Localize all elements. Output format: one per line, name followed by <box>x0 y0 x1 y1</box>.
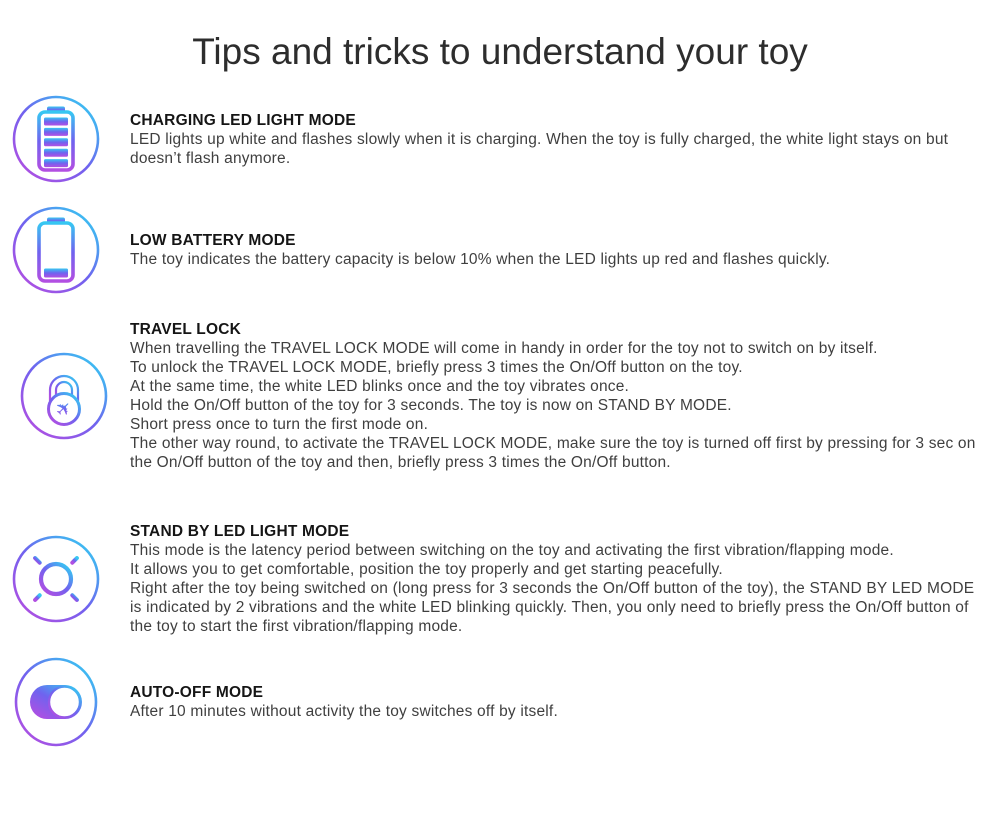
section-body-line: The other way round, to activate the TRAVEL LOCK MODE, make sure the toy is turned off first by pressing for 3 sec on the On/Off button of the toy and then, briefly press 3 times the On/Off button. <box>130 435 976 471</box>
section-body-line: This mode is the latency period between switching on the toy and activating the first vibration/flapping mode. <box>130 542 894 559</box>
section-charging-led-light-mode <box>0 94 1000 184</box>
section-icon-column <box>0 205 130 295</box>
section-heading: AUTO-OFF MODE <box>130 684 264 701</box>
section-stand-by-led-light-mode <box>0 522 1000 636</box>
section-body-line: Short press once to turn the first mode on. <box>130 416 429 433</box>
section-body-line: Right after the toy being switched on (long press for 3 seconds the On/Off button of the toy), the STAND BY LED MODE is indicated by 2 vibrations and the white LED blinking quickly. Then, you only need to briefly press the On/Off button of the toy to start the first vibration/flapping mode. <box>130 580 975 635</box>
page-title: Tips and tricks to understand your toy <box>192 31 808 72</box>
section-heading: TRAVEL LOCK <box>130 321 241 338</box>
section-icon-column <box>0 657 130 747</box>
section-body-line: At the same time, the white LED blinks once and the toy vibrates once. <box>130 378 630 395</box>
section-text-column <box>130 320 1000 472</box>
section-heading: STAND BY LED LIGHT MODE <box>130 523 350 540</box>
section-auto-off-mode <box>0 657 1000 747</box>
section-low-battery-mode <box>0 205 1000 295</box>
section-text-column <box>130 231 1000 269</box>
standby-sun-icon <box>11 534 101 624</box>
section-body-line: It allows you to get comfortable, position the toy properly and get starting peacefully. <box>130 561 723 578</box>
section-body-line: When travelling the TRAVEL LOCK MODE will come in handy in order for the toy not to switch on by itself. <box>130 340 878 357</box>
section-body-line: After 10 minutes without activity the toy switches off by itself. <box>130 703 558 720</box>
section-icon-column <box>0 94 130 184</box>
section-travel-lock <box>0 320 1000 472</box>
section-text-column <box>130 683 1000 721</box>
section-text-column <box>130 111 1000 168</box>
section-icon-column <box>0 534 130 624</box>
section-icon-column <box>0 351 130 441</box>
section-heading: CHARGING LED LIGHT MODE <box>130 111 356 129</box>
toggle-switch-icon <box>11 657 101 747</box>
section-body-line: LED lights up white and flashes slowly when it is charging. When the toy is fully charged, the white light stays on but doesn’t flash anymore. <box>130 130 949 167</box>
section-body-line: Hold the On/Off button of the toy for 3 seconds. The toy is now on STAND BY MODE. <box>130 397 732 414</box>
section-body-line: To unlock the TRAVEL LOCK MODE, briefly press 3 times the On/Off button on the toy. <box>130 359 743 376</box>
section-text-column <box>130 522 1000 636</box>
low-battery-icon <box>11 205 101 295</box>
travel-lock-icon <box>19 351 109 441</box>
svg-text:✈: ✈ <box>50 395 78 423</box>
section-heading: LOW BATTERY MODE <box>130 232 296 249</box>
section-body-line: The toy indicates the battery capacity is below 10% when the LED lights up red and flashes quickly. <box>130 251 831 268</box>
charging-battery-icon <box>11 94 101 184</box>
sections-list <box>0 94 1000 747</box>
